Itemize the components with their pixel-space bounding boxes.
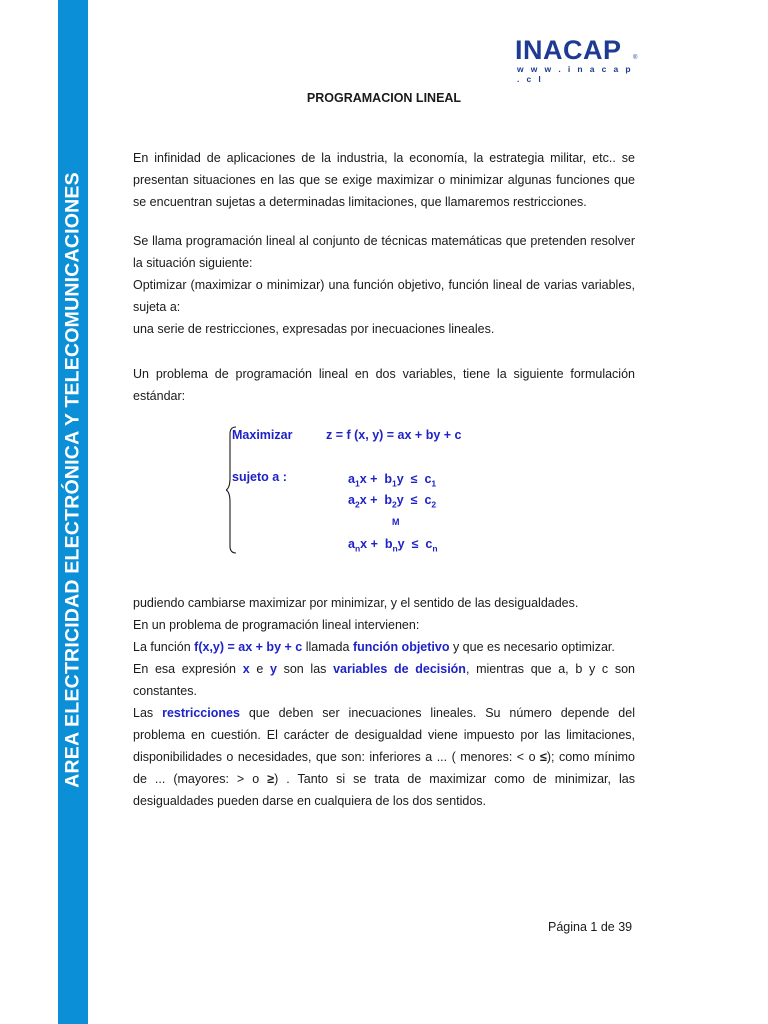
objective-function: z = f (x, y) = ax + by + c xyxy=(326,428,462,442)
constraint-row-n: $a_nx + b_ny \le c_n$ xyxy=(348,537,438,554)
inacap-logo xyxy=(515,35,640,84)
paragraph-standard-form: Un problema de programación lineal en dos variables, tiene la siguiente formulación estándar: xyxy=(133,367,635,403)
logo-name: INACAP xyxy=(515,35,622,65)
maximize-label: Maximizar xyxy=(232,428,293,442)
paragraph-definition xyxy=(133,230,635,340)
formula-block xyxy=(226,424,526,559)
definition-text: Se llama programación lineal al conjunto de técnicas matemáticas que pretenden resolver la situación siguiente: xyxy=(133,234,635,270)
vertical-dots: M xyxy=(392,517,400,527)
side-banner-text: AREA ELECTRICIDAD ELECTRÓNICA Y TELECOMUNICACIONES xyxy=(61,172,84,788)
var-y: y xyxy=(269,662,277,676)
left-brace-icon xyxy=(226,426,238,554)
greater-equal-symbol: ≥ xyxy=(267,772,275,786)
optimize-text: Optimizar (maximizar o minimizar) una función objetivo, función lineal de varias variables, sujeta a: xyxy=(133,278,635,314)
objective-function-term: función objetivo xyxy=(352,640,450,654)
logo-url: w w w . i n a c a p . c l xyxy=(517,64,633,84)
var-x: x xyxy=(242,662,250,676)
objective-function-expr: f(x,y) = ax + by + c xyxy=(194,640,303,654)
change-sense-text: pudiendo cambiarse maximizar por minimizar, y el sentido de las desigualdades. xyxy=(133,596,579,610)
logo-registered-mark: ® xyxy=(633,55,638,61)
less-equal-symbol: ≤ xyxy=(540,750,547,764)
subject-to-label: sujeto a : xyxy=(232,470,287,484)
page-number: Página 1 de 39 xyxy=(548,920,633,934)
paragraph-elements: pudiendo cambiarse maximizar por minimizar, y el sentido de las desigualdades. En un problema de programación lineal intervienen: La función f(x,y) = ax + by + c llamada función objetivo y que es necesario optimizar. En esa expresión x e y son las variables de decisión, mientras que a, b y c son constantes. Las restricciones que deben ser inecuaciones lineales. Su número depende del problema en cuestión. El carácter de desigualdad viene impuesto por las limitaciones, disponibilidades o necesidades, que son: inferiores a ... ( menores: < o ≤); como mínimo de ... (mayores: > o ≥) . Tanto si se trata de maximizar como de minimizar, las desigualdades pueden darse en cualquiera de los dos sentidos. xyxy=(133,596,635,808)
paragraph-intro: En infinidad de aplicaciones de la industria, la economía, la estrategia militar, etc.. se presentan situaciones en las que se exige maximizar o minimizar algunas funciones que se encuentran sujetas a determinadas limitaciones, que llamaremos restricciones. xyxy=(133,151,635,209)
page-title: PROGRAMACION LINEAL xyxy=(306,91,462,105)
constraint-row-2: $a_2x + b_2y \le c_2$ xyxy=(348,493,437,510)
restrictions-text: una serie de restricciones, expresadas por inecuaciones lineales. xyxy=(133,322,495,336)
intervene-text: En un problema de programación lineal intervienen: xyxy=(133,618,420,632)
decision-variables-term: variables de decisión xyxy=(333,662,466,676)
restrictions-term: restricciones xyxy=(162,706,240,720)
constraint-row-1: $a_1x + b_1y \le c_1$ xyxy=(348,472,437,489)
